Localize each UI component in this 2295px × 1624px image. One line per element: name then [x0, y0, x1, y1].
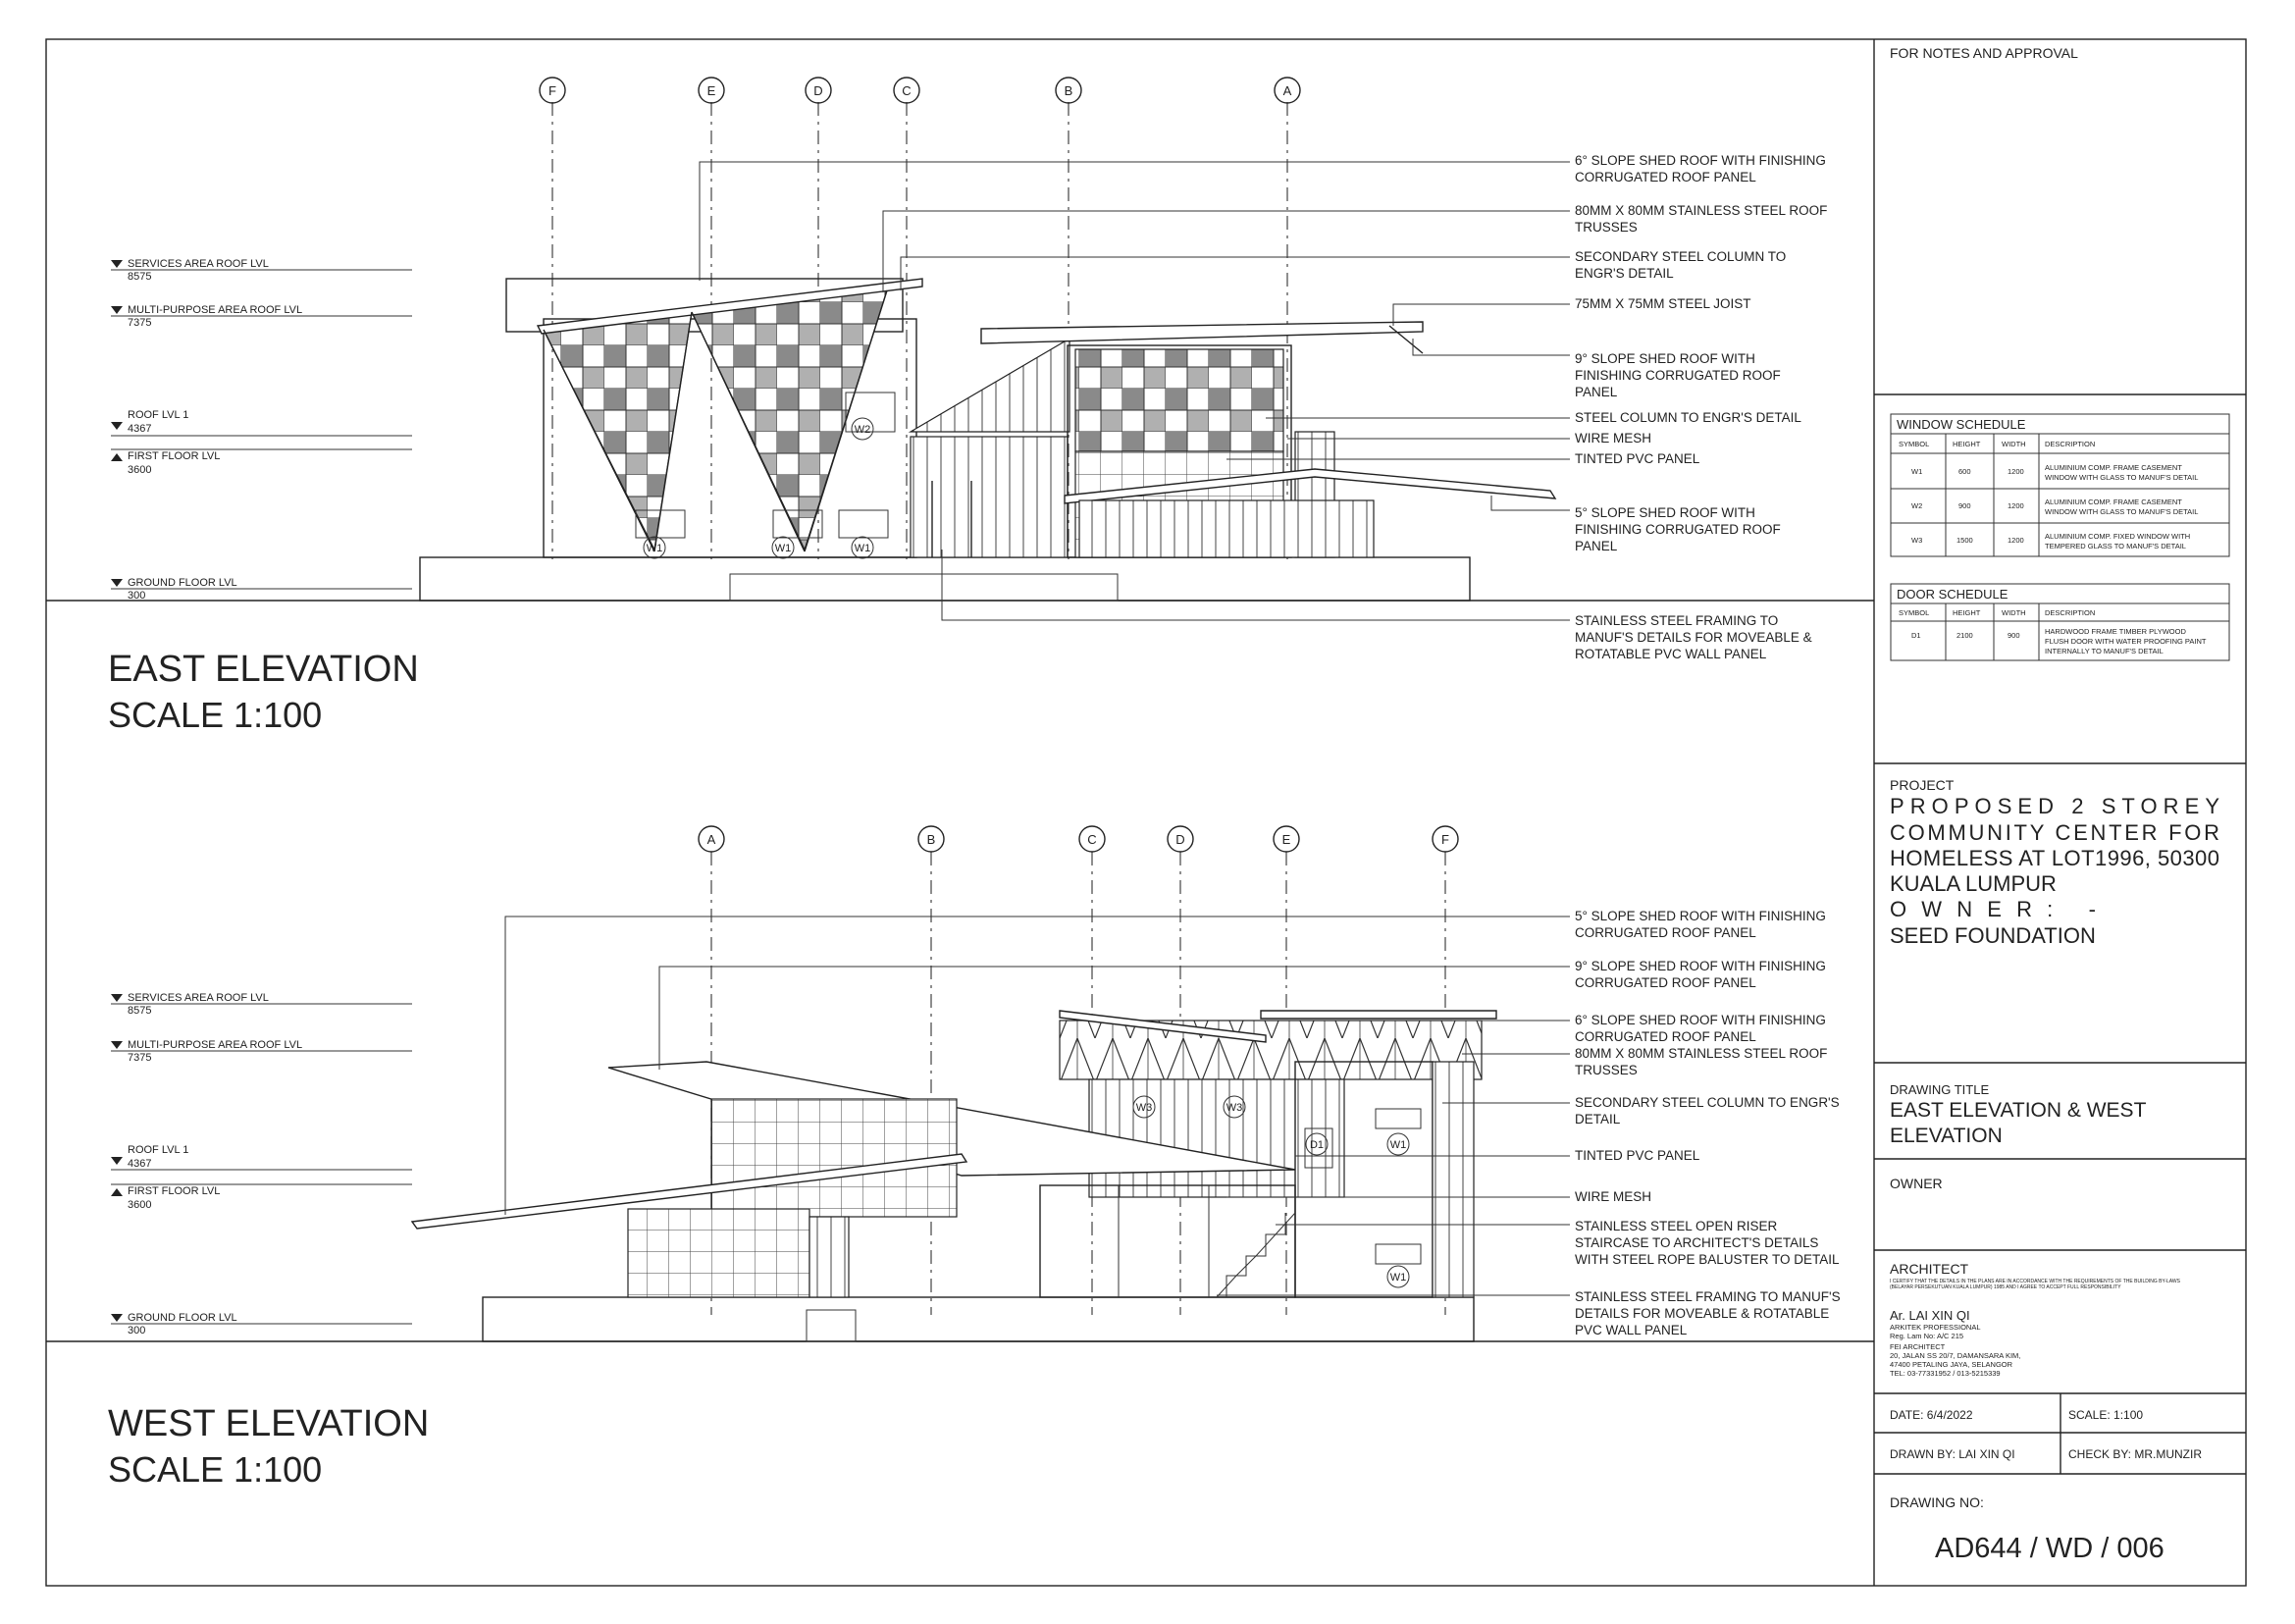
svg-text:8575: 8575 — [128, 271, 152, 283]
window-tag — [1387, 1133, 1409, 1155]
east-grid-bubble — [1275, 78, 1300, 103]
svg-text:WIRE MESH: WIRE MESH — [1575, 431, 1652, 445]
east-grid-bubble — [1056, 78, 1081, 103]
svg-text:A: A — [706, 832, 716, 847]
east-level-marker — [111, 577, 412, 602]
east-note — [1575, 203, 1827, 235]
window-schedule-cell: 900 — [1958, 501, 1971, 510]
svg-text:FIRST FLOOR LVL: FIRST FLOOR LVL — [128, 450, 221, 462]
svg-text:PANEL: PANEL — [1575, 539, 1618, 553]
project-line: HOMELESS AT LOT1996, 50300 — [1890, 846, 2219, 870]
svg-text:WITH STEEL ROPE BALUSTER TO DE: WITH STEEL ROPE BALUSTER TO DETAIL — [1575, 1252, 1840, 1267]
svg-text:80MM X 80MM STAINLESS STEEL RO: 80MM X 80MM STAINLESS STEEL ROOF — [1575, 1046, 1828, 1061]
east-note — [1575, 351, 1781, 399]
window-schedule-header: SYMBOL — [1899, 440, 1930, 448]
east-level-marker — [111, 304, 412, 329]
window-schedule-cell: 1200 — [2008, 467, 2024, 476]
west-grid-bubble — [1274, 826, 1299, 852]
svg-text:W3: W3 — [1135, 1102, 1153, 1114]
window-schedule-cell: W2 — [1911, 501, 1923, 510]
svg-text:TINTED PVC PANEL: TINTED PVC PANEL — [1575, 1148, 1700, 1163]
svg-text:CORRUGATED ROOF PANEL: CORRUGATED ROOF PANEL — [1575, 925, 1756, 940]
west-grid-bubble — [1433, 826, 1458, 852]
drawing-title-label: DRAWING TITLE — [1890, 1082, 1990, 1097]
svg-text:SECONDARY STEEL COLUMN TO: SECONDARY STEEL COLUMN TO — [1575, 249, 1787, 264]
svg-text:300: 300 — [128, 1325, 146, 1336]
svg-text:W1: W1 — [1389, 1139, 1407, 1151]
drawn-by-cell: DRAWN BY: LAI XIN QI — [1890, 1447, 2015, 1461]
svg-text:6° SLOPE SHED ROOF WITH FINISH: 6° SLOPE SHED ROOF WITH FINISHING — [1575, 1013, 1826, 1027]
svg-text:C: C — [902, 83, 912, 98]
door-schedule-cell: HARDWOOD FRAME TIMBER PLYWOOD — [2045, 627, 2186, 636]
west-note — [1575, 1289, 1841, 1337]
svg-text:5° SLOPE SHED ROOF WITH: 5° SLOPE SHED ROOF WITH — [1575, 505, 1755, 520]
svg-text:PANEL: PANEL — [1575, 385, 1618, 399]
west-level-marker — [111, 1184, 412, 1211]
architect-detail: 20, JALAN SS 20/7, DAMANSARA KIM, — [1890, 1351, 2021, 1360]
svg-text:D: D — [1175, 832, 1185, 847]
west-elevation — [108, 826, 1841, 1490]
svg-text:SERVICES AREA ROOF LVL: SERVICES AREA ROOF LVL — [128, 992, 269, 1004]
east-level-marker — [111, 449, 412, 476]
east-note — [1575, 296, 1751, 311]
window-schedule-cell: 600 — [1958, 467, 1971, 476]
west-grid-bubble — [1168, 826, 1193, 852]
svg-text:C: C — [1087, 832, 1097, 847]
door-schedule-cell: INTERNALLY TO MANUF'S DETAIL — [2045, 647, 2164, 655]
east-note — [1575, 153, 1826, 184]
project-line: KUALA LUMPUR — [1890, 871, 2057, 896]
svg-text:8575: 8575 — [128, 1005, 152, 1017]
window-tag — [852, 418, 873, 440]
svg-text:STAINLESS STEEL FRAMING TO: STAINLESS STEEL FRAMING TO — [1575, 613, 1779, 628]
svg-text:A: A — [1282, 83, 1292, 98]
architect-detail: 47400 PETALING JAYA, SELANGOR — [1890, 1360, 2013, 1369]
east-note — [1575, 410, 1801, 425]
svg-text:MULTI-PURPOSE AREA ROOF LVL: MULTI-PURPOSE AREA ROOF LVL — [128, 304, 303, 316]
window-schedule-cell: ALUMINIUM COMP. FIXED WINDOW WITH — [2045, 532, 2191, 541]
west-level-marker — [111, 1312, 412, 1336]
east-note — [1575, 613, 1812, 661]
east-elevation-scale: SCALE 1:100 — [108, 695, 323, 735]
svg-text:80MM X 80MM STAINLESS STEEL RO: 80MM X 80MM STAINLESS STEEL ROOF — [1575, 203, 1828, 218]
svg-text:CORRUGATED ROOF PANEL: CORRUGATED ROOF PANEL — [1575, 170, 1756, 184]
window-schedule-cell: W3 — [1911, 536, 1923, 545]
svg-text:WIRE MESH: WIRE MESH — [1575, 1189, 1652, 1204]
architect-note: (BELAYAR PERSEKUTUAN KUALA LUMPUR) 1985 AND I AGREE TO ACCEPT FULL RESPONSIBILITY — [1890, 1284, 2121, 1290]
svg-text:DETAIL: DETAIL — [1575, 1112, 1621, 1126]
west-note — [1575, 1148, 1700, 1163]
svg-text:4367: 4367 — [128, 1158, 152, 1170]
svg-text:9° SLOPE SHED ROOF WITH: 9° SLOPE SHED ROOF WITH — [1575, 351, 1755, 366]
owner-label: OWNER — [1890, 1176, 1943, 1191]
west-level-marker — [111, 992, 412, 1017]
door-schedule-header: SYMBOL — [1899, 608, 1930, 617]
svg-text:75MM X 75MM STEEL JOIST: 75MM X 75MM STEEL JOIST — [1575, 296, 1751, 311]
svg-text:3600: 3600 — [128, 464, 152, 476]
svg-text:CORRUGATED ROOF PANEL: CORRUGATED ROOF PANEL — [1575, 1029, 1756, 1044]
svg-text:STAIRCASE TO ARCHITECT'S DETAI: STAIRCASE TO ARCHITECT'S DETAILS — [1575, 1235, 1819, 1250]
window-schedule-header: DESCRIPTION — [2045, 440, 2096, 448]
svg-text:SERVICES AREA ROOF LVL: SERVICES AREA ROOF LVL — [128, 258, 269, 270]
svg-text:W1: W1 — [774, 543, 792, 554]
svg-text:W1: W1 — [646, 543, 663, 554]
svg-text:ROOF LVL 1: ROOF LVL 1 — [128, 1144, 189, 1156]
door-schedule-title: DOOR SCHEDULE — [1897, 587, 2008, 602]
west-note — [1575, 1013, 1826, 1044]
door-schedule-cell: D1 — [1911, 631, 1921, 640]
east-elevation-title: EAST ELEVATION — [108, 649, 419, 690]
notes-approval-label: FOR NOTES AND APPROVAL — [1890, 45, 2078, 61]
svg-text:E: E — [706, 83, 716, 98]
east-grid-bubble — [806, 78, 831, 103]
window-schedule — [1891, 414, 2229, 556]
window-schedule-cell: WINDOW WITH GLASS TO MANUF'S DETAIL — [2045, 507, 2199, 516]
drawing-number: AD644 / WD / 006 — [1935, 1533, 2165, 1564]
west-grid-bubble — [1079, 826, 1105, 852]
window-schedule-cell: W1 — [1911, 467, 1923, 476]
architect-detail: TEL: 03-77331952 / 013-5215339 — [1890, 1369, 2001, 1378]
title-block — [1874, 45, 2246, 1564]
svg-text:DETAILS FOR MOVEABLE & ROTATAB: DETAILS FOR MOVEABLE & ROTATABLE — [1575, 1306, 1830, 1321]
svg-text:ENGR'S DETAIL: ENGR'S DETAIL — [1575, 266, 1674, 281]
west-note — [1575, 1046, 1827, 1077]
svg-text:MULTI-PURPOSE AREA ROOF LVL: MULTI-PURPOSE AREA ROOF LVL — [128, 1039, 303, 1051]
drawing-title-line: EAST ELEVATION & WEST — [1890, 1099, 2147, 1122]
architect-note: I CERTIFY THAT THE DETAILS IN THE PLANS ARE IN ACCORDANCE WITH THE REQUIREMENTS OF THE BUILDING BY-LAWS — [1890, 1279, 2180, 1284]
svg-text:7375: 7375 — [128, 317, 152, 329]
west-level-marker — [111, 1039, 412, 1064]
window-schedule-header: HEIGHT — [1953, 440, 1981, 448]
svg-text:STAINLESS STEEL OPEN RISER: STAINLESS STEEL OPEN RISER — [1575, 1219, 1778, 1233]
east-elevation — [108, 78, 1827, 735]
svg-text:W3: W3 — [1226, 1102, 1243, 1114]
door-schedule-header: DESCRIPTION — [2045, 608, 2096, 617]
architect-detail: FEI ARCHITECT — [1890, 1342, 1946, 1351]
svg-text:B: B — [926, 832, 936, 847]
svg-text:300: 300 — [128, 590, 146, 602]
architect-label: ARCHITECT — [1890, 1261, 1969, 1277]
window-schedule-cell: 1500 — [1956, 536, 1973, 545]
west-note — [1575, 1219, 1840, 1267]
west-grid-bubble — [918, 826, 944, 852]
svg-text:ROTATABLE PVC WALL PANEL: ROTATABLE PVC WALL PANEL — [1575, 647, 1767, 661]
svg-text:STEEL COLUMN TO ENGR'S DETAIL: STEEL COLUMN TO ENGR'S DETAIL — [1575, 410, 1801, 425]
east-grid-bubble — [699, 78, 724, 103]
window-schedule-cell: ALUMINIUM COMP. FRAME CASEMENT — [2045, 463, 2182, 472]
window-schedule-cell: TEMPERED GLASS TO MANUF'S DETAIL — [2045, 542, 2186, 550]
svg-text:D1: D1 — [1309, 1139, 1325, 1151]
svg-text:MANUF'S DETAILS FOR MOVEABLE &: MANUF'S DETAILS FOR MOVEABLE & — [1575, 630, 1812, 645]
east-level-marker — [111, 258, 412, 283]
date-cell: DATE: 6/4/2022 — [1890, 1408, 1973, 1422]
svg-text:W1: W1 — [1389, 1272, 1407, 1283]
svg-text:GROUND FLOOR LVL: GROUND FLOOR LVL — [128, 577, 237, 589]
door-schedule — [1891, 584, 2229, 660]
west-elevation-title: WEST ELEVATION — [108, 1403, 430, 1444]
svg-text:FIRST FLOOR LVL: FIRST FLOOR LVL — [128, 1185, 221, 1197]
east-building — [420, 279, 1555, 601]
door-schedule-header: HEIGHT — [1953, 608, 1981, 617]
door-schedule-header: WIDTH — [2002, 608, 2026, 617]
svg-text:9° SLOPE SHED ROOF WITH FINISH: 9° SLOPE SHED ROOF WITH FINISHING — [1575, 959, 1826, 973]
west-elevation-scale: SCALE 1:100 — [108, 1449, 323, 1490]
west-grid-bubble — [699, 826, 724, 852]
west-note — [1575, 1189, 1651, 1204]
svg-text:TINTED PVC PANEL: TINTED PVC PANEL — [1575, 451, 1700, 466]
window-tag — [772, 537, 794, 558]
west-note — [1575, 959, 1826, 990]
west-level-marker — [111, 1144, 412, 1170]
svg-text:GROUND FLOOR LVL: GROUND FLOOR LVL — [128, 1312, 237, 1324]
svg-text:6° SLOPE SHED ROOF WITH FINISH: 6° SLOPE SHED ROOF WITH FINISHING — [1575, 153, 1826, 168]
drawing-title-line: ELEVATION — [1890, 1125, 2003, 1147]
west-building — [412, 1011, 1496, 1341]
window-schedule-cell: 1200 — [2008, 501, 2024, 510]
east-level-marker — [111, 409, 412, 436]
svg-text:F: F — [548, 83, 556, 98]
project-line: SEED FOUNDATION — [1890, 923, 2096, 948]
east-note — [1575, 431, 1651, 445]
architect-detail: ARKITEK PROFESSIONAL — [1890, 1323, 1981, 1332]
window-schedule-header: WIDTH — [2002, 440, 2026, 448]
architect-name: Ar. LAI XIN QI — [1890, 1308, 1970, 1323]
door-schedule-cell: 900 — [2008, 631, 2020, 640]
east-grid-bubble — [894, 78, 919, 103]
window-schedule-cell: WINDOW WITH GLASS TO MANUF'S DETAIL — [2045, 473, 2199, 482]
svg-text:B: B — [1064, 83, 1073, 98]
east-note — [1575, 249, 1786, 281]
svg-text:FINISHING CORRUGATED ROOF: FINISHING CORRUGATED ROOF — [1575, 368, 1781, 383]
check-by-cell: CHECK BY: MR.MUNZIR — [2068, 1447, 2203, 1461]
window-schedule-cell: 1200 — [2008, 536, 2024, 545]
svg-text:ROOF LVL 1: ROOF LVL 1 — [128, 409, 189, 421]
window-schedule-title: WINDOW SCHEDULE — [1897, 417, 2026, 432]
window-tag — [852, 537, 873, 558]
window-schedule-cell: ALUMINIUM COMP. FRAME CASEMENT — [2045, 498, 2182, 506]
drawing-no-label: DRAWING NO: — [1890, 1494, 1984, 1510]
door-schedule-cell: 2100 — [1956, 631, 1973, 640]
svg-text:W1: W1 — [854, 543, 871, 554]
svg-text:STAINLESS STEEL FRAMING TO MAN: STAINLESS STEEL FRAMING TO MANUF'S — [1575, 1289, 1841, 1304]
svg-text:7375: 7375 — [128, 1052, 152, 1064]
west-note — [1575, 909, 1826, 940]
svg-text:FINISHING CORRUGATED ROOF: FINISHING CORRUGATED ROOF — [1575, 522, 1781, 537]
svg-text:E: E — [1281, 832, 1291, 847]
east-grid-bubble — [540, 78, 565, 103]
project-label: PROJECT — [1890, 777, 1955, 793]
west-note — [1575, 1095, 1840, 1126]
svg-text:4367: 4367 — [128, 423, 152, 435]
scale-cell: SCALE: 1:100 — [2068, 1408, 2144, 1422]
svg-text:W2: W2 — [854, 424, 871, 436]
svg-text:3600: 3600 — [128, 1199, 152, 1211]
project-line: OWNER: - — [1890, 897, 2096, 921]
svg-text:D: D — [813, 83, 823, 98]
svg-text:SECONDARY STEEL COLUMN TO ENGR: SECONDARY STEEL COLUMN TO ENGR'S — [1575, 1095, 1840, 1110]
window-tag — [1387, 1266, 1409, 1287]
svg-text:5° SLOPE SHED ROOF WITH FINISH: 5° SLOPE SHED ROOF WITH FINISHING — [1575, 909, 1826, 923]
project-line: PROPOSED 2 STOREY — [1890, 794, 2219, 818]
architect-detail: Reg. Lam No: A/C 215 — [1890, 1332, 1964, 1340]
east-note — [1575, 505, 1781, 553]
svg-text:PVC WALL PANEL: PVC WALL PANEL — [1575, 1323, 1688, 1337]
svg-text:TRUSSES: TRUSSES — [1575, 220, 1638, 235]
svg-text:F: F — [1441, 832, 1449, 847]
project-line: COMMUNITY CENTER FOR — [1890, 820, 2219, 845]
svg-text:TRUSSES: TRUSSES — [1575, 1063, 1638, 1077]
door-schedule-cell: FLUSH DOOR WITH WATER PROOFING PAINT — [2045, 637, 2207, 646]
east-note — [1575, 451, 1700, 466]
svg-text:CORRUGATED ROOF PANEL: CORRUGATED ROOF PANEL — [1575, 975, 1756, 990]
